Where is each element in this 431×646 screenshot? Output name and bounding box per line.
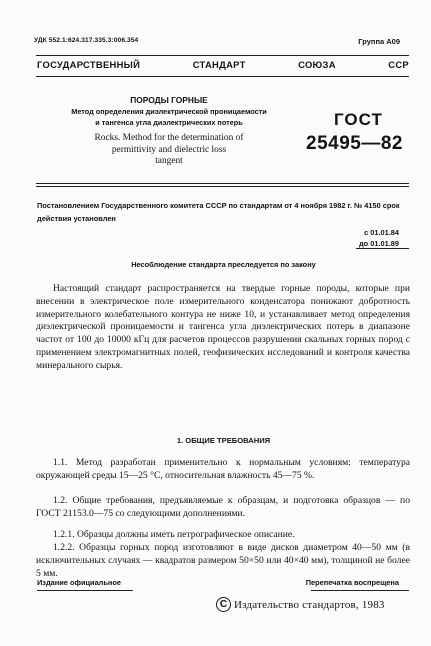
banner-word: ССР	[388, 59, 409, 70]
english-title-line: permittivity and dielectric loss	[111, 144, 227, 155]
banner-word: СТАНДАРТ	[192, 59, 246, 70]
banner-top-rule	[36, 55, 409, 56]
standard-banner	[37, 59, 409, 70]
paragraph-1-2-2: 1.2.2. Образцы горных пород изготовляют в виде дисков диаметром 40—50 мм (в исключительных случаях — квадратов размером 50×50 или 40×40 мм), толщиной не более 5 мм.	[36, 542, 410, 579]
law-notice: Несоблюдение стандарта преследуется по закону	[131, 260, 316, 269]
footer-rule-right	[311, 590, 409, 591]
title-block	[37, 94, 301, 168]
gost-label: ГОСТ	[334, 110, 383, 129]
subtitle-line: и тангенса угла диэлектрических потерь	[95, 117, 243, 127]
document-subtitle	[37, 107, 301, 128]
english-title	[37, 133, 301, 168]
title-bottom-rule	[36, 183, 409, 184]
resolution-text: Постановлением Государственного комитета СССР по стандартам от 4 ноября 1982 г. № 4150 срок действия установлен	[37, 201, 400, 223]
section-heading: 1. ОБЩИЕ ТРЕБОВАНИЯ	[176, 436, 271, 445]
copyright-text: Издательство стандартов, 1983	[234, 598, 385, 611]
title-bottom-rule-thin	[36, 186, 409, 187]
subtitle-line: Метод определения диэлектрической проницаемости	[71, 107, 267, 116]
gost-number: 25495—82	[306, 133, 403, 154]
effective-date-to: до 01.01.89	[358, 239, 399, 248]
udc-code: УДК 552.1:624.317.335.3:006.354	[34, 37, 139, 44]
copyright-line	[216, 597, 385, 612]
group-code: Группа А09	[358, 37, 400, 46]
banner-bottom-rule	[36, 76, 409, 77]
footer-rule-left	[37, 590, 133, 591]
english-title-line: Rocks. Method for the determination of	[94, 133, 244, 143]
document-title: ПОРОДЫ ГОРНЫЕ	[130, 95, 208, 105]
effective-date-from: с 01.01.84	[364, 228, 399, 237]
intro-paragraph: Настоящий стандарт распространяется на твердые горные породы, которые при внесении в электрическое поле измерительного конденсатора понижают добротность измерительного колебательного контура не ниже 10, и устанавливает метод определения диэлектрической проницаемости и тангенса угла диэлектрических потерь в диапазоне частот от 100 до 10000 кГц для расчетов процессов разрушения скальных горных пород с применением электромагнитных полей, геофизических исследований и контроля качества минерального сырья.	[36, 283, 410, 371]
paragraph-1-2: 1.2. Общие требования, предъявляемые к образцам, и подготовка образцов — по ГОСТ 21153.0—75 со следующими дополнениями.	[36, 495, 410, 519]
reprint-prohibited-label: Перепечатка воспрещена	[305, 578, 399, 587]
paragraph-1-1: 1.1. Метод разработан применительно к нормальным условиям: температура окружающей среды 15—25 °C, относительная влажность 45—75 %.	[36, 457, 410, 481]
banner-word: СОЮЗА	[298, 59, 336, 70]
date-divider	[356, 248, 409, 249]
copyright-icon: C	[216, 597, 231, 612]
english-title-line: tangent	[155, 156, 183, 166]
official-edition-label: Издание официальное	[37, 578, 122, 587]
banner-word: ГОСУДАРСТВЕННЫЙ	[37, 59, 141, 70]
paragraph-1-2-1: 1.2.1. Образцы должны иметь петрографическое описание.	[53, 529, 295, 540]
